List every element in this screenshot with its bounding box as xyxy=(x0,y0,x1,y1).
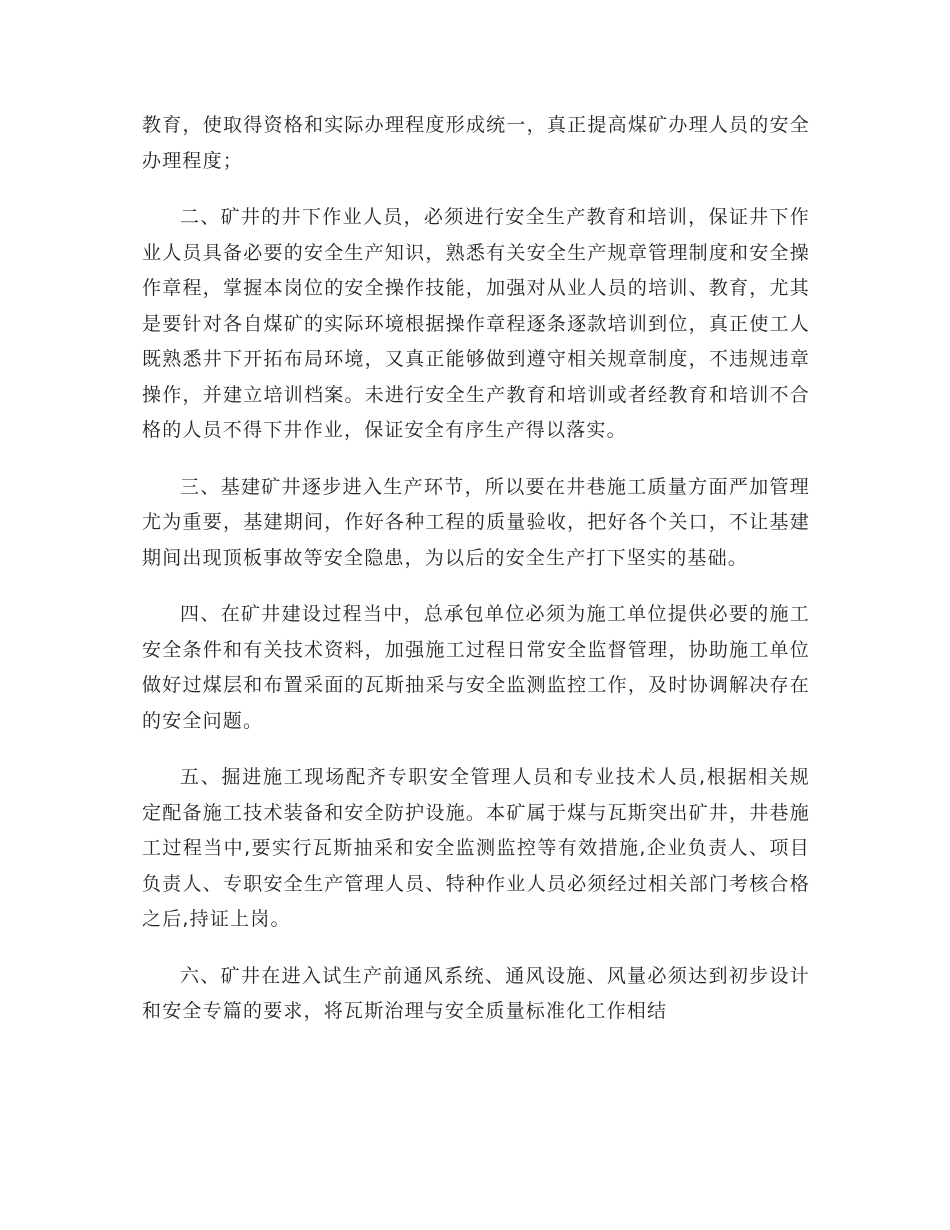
paragraph-item-5: 五、掘进施工现场配齐专职安全管理人员和专业技术人员,根据相关规定配备施工技术装备和安全防护设施。本矿属于煤与瓦斯突出矿井，井巷施工过程当中,要实行瓦斯抽采和安全监测监控等有效措施,企业负责人、项目负责人、专职安全生产管理人员、特种作业人员必须经过相关部门考核合格之后,持证上岗。 xyxy=(142,766,810,930)
paragraph-item-2: 二、矿井的井下作业人员，必须进行安全生产教育和培训，保证井下作业人员具备必要的安全生产知识，熟悉有关安全生产规章管理制度和安全操作章程，掌握本岗位的安全操作技能，加强对从业人员的培训、教育，尤其是要针对各自煤矿的实际环境根据操作章程逐条逐款培训到位，真正使工人既熟悉井下开拓布局环境，又真正能够做到遵守相关规章制度，不违规违章操作，并建立培训档案。未进行安全生产教育和培训或者经教育和培训不合格的人员不得下井作业，保证安全有序生产得以落实。 xyxy=(142,206,810,441)
document-body xyxy=(142,108,810,1051)
paragraph-item-3: 三、基建矿井逐步进入生产环节，所以要在井巷施工质量方面严加管理尤为重要，基建期间，作好各种工程的质量验收，把好各个关口，不让基建期间出现顶板事故等安全隐患，为以后的安全生产打下坚实的基础。 xyxy=(142,475,810,569)
paragraph-continuation: 教育，使取得资格和实际办理程度形成统一，真正提高煤矿办理人员的安全办理程度； xyxy=(142,114,810,172)
paragraph-item-6: 六、矿井在进入试生产前通风系统、通风设施、风量必须达到初步设计和安全专篇的要求，将瓦斯治理与安全质量标准化工作相结 xyxy=(142,964,810,1022)
paragraph-item-4: 四、在矿井建设过程当中，总承包单位必须为施工单位提供必要的施工安全条件和有关技术资料，加强施工过程日常安全监督管理，协助施工单位做好过煤层和布置采面的瓦斯抽采与安全监测监控工作，及时协调解决存在的安全问题。 xyxy=(142,603,810,732)
